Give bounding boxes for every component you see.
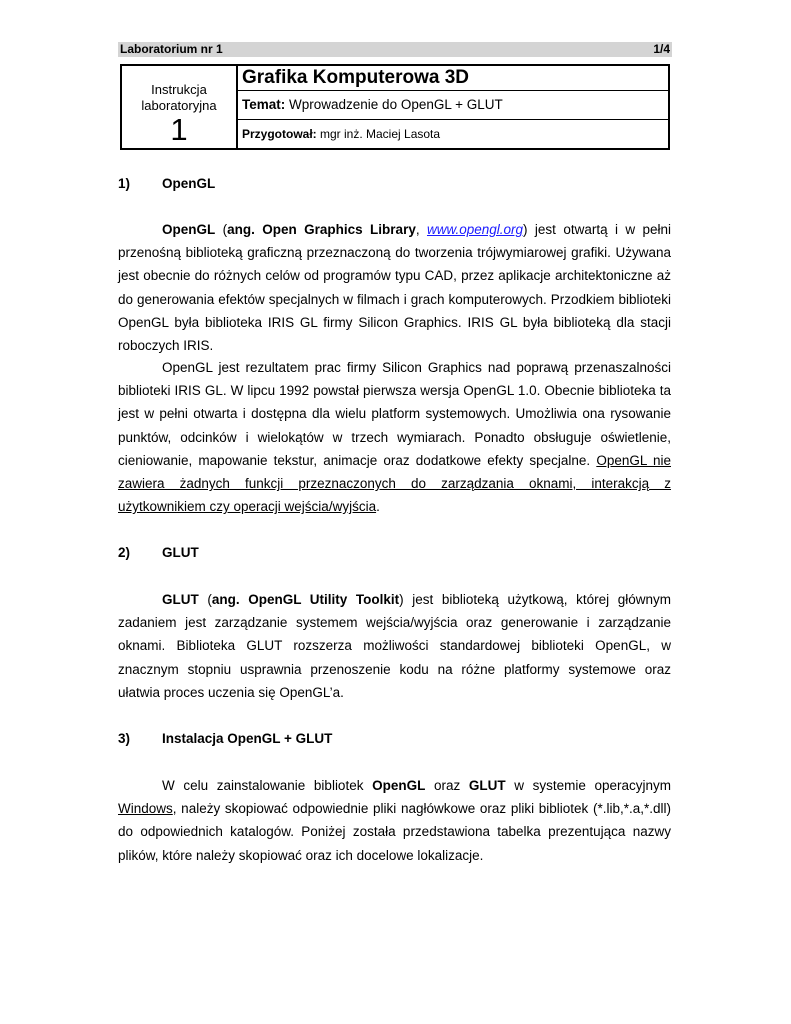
author-row [238,121,668,148]
paragraph [118,588,671,704]
paragraph [118,356,671,518]
section-number: 3) [118,731,131,746]
text-run: , należy skopiować odpowiednie pliki nagłówkowe oraz pliki bibliotek (*.lib,*.a,*.dll) do odpowiednich katalogów. Poniżej została przedstawiona tabelka prezentująca nazwy plików, które należy skopiować oraz ich docelowe lokalizacje. [118,801,671,863]
section-number: 1) [118,176,131,191]
opengl-website-link[interactable]: www.opengl.org [426,222,524,237]
instruction-label-2: laboratoryjna [141,98,217,113]
page-number: 1/4 [653,42,670,56]
instruction-label: Instrukcja [151,82,207,97]
text-run: . [376,499,380,515]
author-label: Przygotował: [242,127,317,141]
text-run: W celu zainstalowanie bibliotek [162,778,373,793]
paragraph [118,218,671,357]
section-title: GLUT [162,545,199,560]
topic-value: Wprowadzenie do OpenGL + GLUT [285,97,503,112]
text-run: ) jest biblioteką użytkową, której głównym zadaniem jest zarządzanie systemem wejścia/wyjścia oraz generowanie i zarządzanie oknami. Biblioteka GLUT rozszerza możliwości standardowej biblioteki OpenGL, w znacznym stopniu usprawnia przenoszenie kodu na różne platformy systemowe oraz ułatwia proces uczenia się OpenGL’a. [118,592,671,700]
section-number: 2) [118,545,131,560]
term: OpenGL [162,222,216,237]
lab-number: Laboratorium nr 1 [120,42,223,56]
topic-row [238,91,668,120]
author-value: mgr inż. Maciej Lasota [316,127,441,141]
topic-label: Temat: [242,97,286,112]
underlined-note: OpenGL nie zawiera żadnych funkcji przeznaczonych do zarządzania oknami, interakcją z użytkownikiem czy operacji wejścia/wyjścia [118,452,671,515]
text-run: , [415,222,427,237]
term: OpenGL [372,778,426,793]
text-run: ( [215,222,228,237]
term-full-name: ang. Open Graphics Library [227,222,416,237]
instruction-cell [122,66,238,148]
text-run: oraz [425,778,469,793]
course-title: Grafika Komputerowa 3D [238,66,668,91]
text-run: OpenGL jest rezultatem prac firmy Silicon Graphics nad poprawą przenaszalności biblioteki IRIS GL. W lipcu 1992 powstał pierwsza wersja OpenGL 1.0. Obecnie biblioteka ta jest w pełni otwarta i dostępna dla wielu platform systemowych. Umożliwia ona rysowanie punktów, odcinków i wielokątów w trzech wymiarach. Ponadto obsługuje oświetlenie, cieniowanie, mapowanie tekstur, animacje oraz dodatkowe efekty specjalne. [118,360,671,468]
text-run: ( [198,592,212,607]
instruction-number: 1 [170,112,188,147]
term-full-name: ang. OpenGL Utility Toolkit [211,592,400,607]
section-title: Instalacja OpenGL + GLUT [162,731,333,746]
term: GLUT [162,592,199,607]
text-run: ) jest otwartą i w pełni przenośną biblioteką graficzną przeznaczoną do tworzenia trójwymiarowej grafiki. Używana jest obecnie do różnych celów od programów typu CAD, przez aplikacje architektoniczne aż do generowania efektów specjalnych w filmach i grach komputerowych. Przodkiem biblioteki OpenGL była biblioteka IRIS GL firmy Silicon Graphics. IRIS GL była biblioteką dla stacji roboczych IRIS. [118,222,672,354]
page-header-bar [118,42,672,57]
paragraph [118,774,671,867]
title-block [120,64,670,150]
text-run: w systemie operacyjnym [505,778,671,793]
underlined-term: Windows [118,801,173,817]
section-title: OpenGL [162,176,216,191]
term: GLUT [468,778,506,793]
